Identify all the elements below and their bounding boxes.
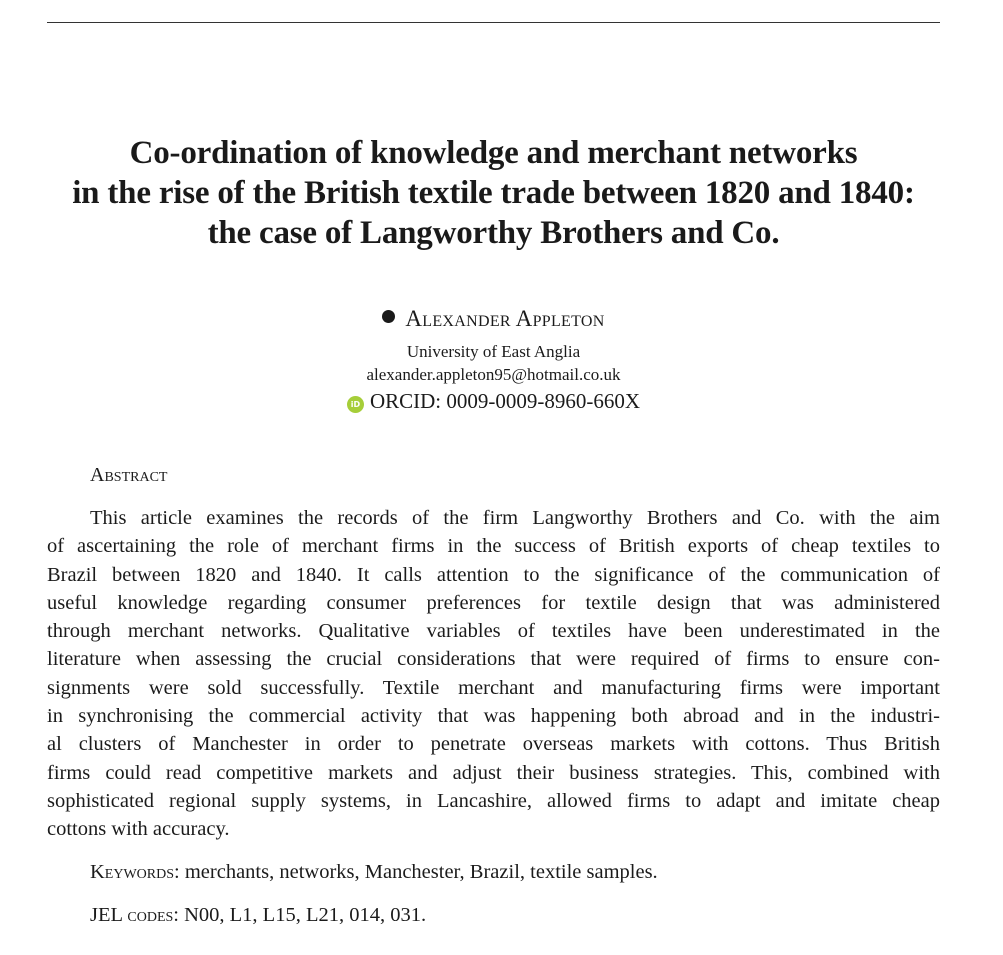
abstract-line: al clusters of Manchester in order to penetrate overseas markets with cottons. Thus British xyxy=(47,733,940,756)
orcid-icon: iD xyxy=(347,396,364,413)
abstract-line: of ascertaining the role of merchant firms in the success of British exports of cheap textiles to xyxy=(47,535,940,558)
bullet-icon xyxy=(382,310,395,323)
title-line-2: in the rise of the British textile trade between 1820 and 1840: xyxy=(72,175,915,211)
abstract-line: Brazil between 1820 and 1840. It calls attention to the significance of the communication of xyxy=(47,563,940,586)
author-line xyxy=(47,304,940,334)
abstract-body xyxy=(47,504,940,844)
jel-codes-line xyxy=(90,901,426,929)
abstract-line: through merchant networks. Qualitative variables of textiles have been underestimated in the xyxy=(47,620,940,643)
author-name: Alexander Appleton xyxy=(405,306,605,331)
keywords-value: merchants, networks, Manchester, Brazil, textile samples. xyxy=(184,861,658,883)
author-email[interactable]: alexander.appleton95@hotmail.co.uk xyxy=(366,365,621,384)
keywords-line xyxy=(90,858,658,886)
abstract-heading: Abstract xyxy=(90,464,168,486)
abstract-line: This article examines the records of the firm Langworthy Brothers and Co. with the aim xyxy=(90,507,940,529)
keywords-label: Keywords: xyxy=(90,861,180,883)
title-line-3: the case of Langworthy Brothers and Co. xyxy=(207,215,780,251)
orcid-line[interactable] xyxy=(47,388,940,414)
jel-label: JEL xyxy=(90,904,123,926)
top-rule xyxy=(47,22,940,23)
jel-label-codes: codes: xyxy=(127,904,179,926)
abstract-line: literature when assessing the crucial considerations that were required of firms to ensure con- xyxy=(47,648,940,671)
abstract-line: signments were sold successfully. Textile merchant and manufacturing firms were important xyxy=(47,676,940,699)
abstract-line: firms could read competitive markets and adjust their business strategies. This, combined with xyxy=(47,761,940,784)
abstract-line: cottons with accuracy. xyxy=(47,818,230,841)
author-affiliation: University of East Anglia xyxy=(406,342,581,361)
orcid-text[interactable]: ORCID: 0009-0009-8960-660X xyxy=(369,389,641,413)
abstract-line: sophisticated regional supply systems, in Lancashire, allowed firms to adapt and imitate cheap xyxy=(47,789,940,812)
title-line-1: Co-ordination of knowledge and merchant networks xyxy=(129,135,858,171)
paper-title xyxy=(47,133,940,253)
abstract-line: useful knowledge regarding consumer preferences for textile design that was administered xyxy=(47,591,940,614)
jel-value: N00, L1, L15, L21, 014, 031. xyxy=(184,904,427,926)
abstract-line: in synchronising the commercial activity that was happening both abroad and in the industri- xyxy=(47,705,940,728)
